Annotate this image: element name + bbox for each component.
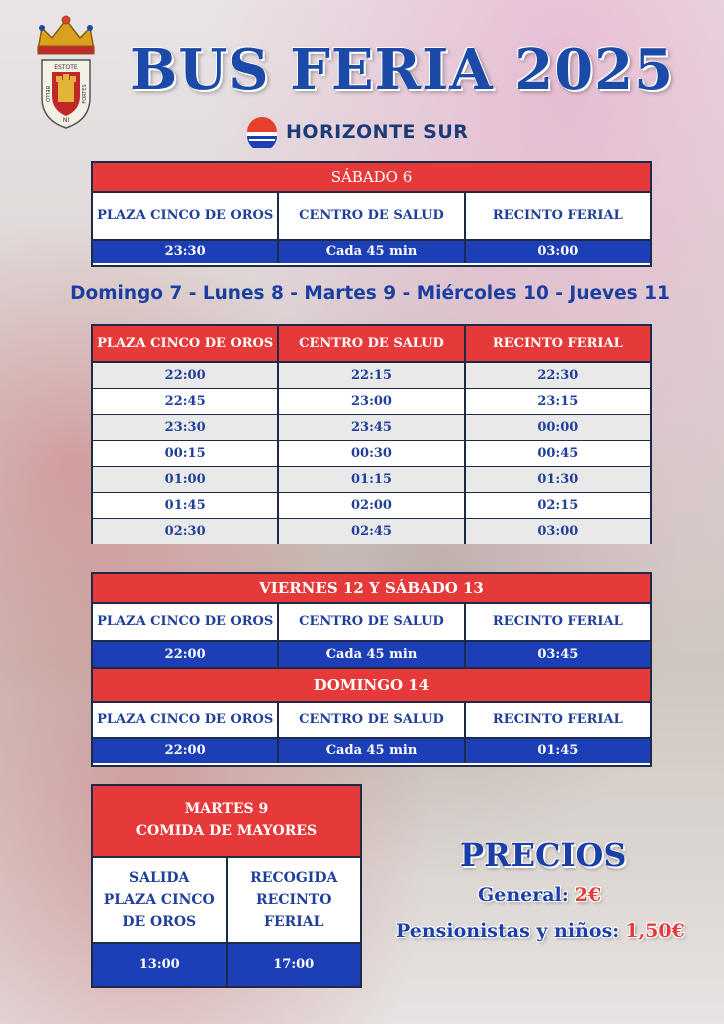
frequency-cell: Cada 45 min bbox=[279, 739, 465, 763]
brand-name: HORIZONTE SUR bbox=[286, 121, 469, 143]
time-cell: 03:45 bbox=[466, 642, 650, 667]
schedule-sabado-6 bbox=[91, 161, 652, 267]
table-heading: VIERNES 12 Y SÁBADO 13 bbox=[93, 574, 650, 604]
time-cell: 01:00 bbox=[93, 467, 279, 493]
time-cell: 13:00 bbox=[93, 944, 228, 986]
crest-text-bottom: NI bbox=[62, 117, 70, 124]
table-row bbox=[93, 467, 650, 493]
table-row bbox=[93, 363, 650, 389]
horizon-sun-icon bbox=[246, 116, 278, 148]
table-heading bbox=[93, 786, 360, 858]
time-cell: 01:15 bbox=[279, 467, 465, 493]
stop-centro-de-salud: CENTRO DE SALUD bbox=[279, 193, 465, 239]
time-cell: 23:30 bbox=[93, 241, 279, 263]
table-row bbox=[93, 389, 650, 415]
column-header: RECINTO FERIAL bbox=[466, 326, 650, 363]
mayores-salida bbox=[93, 858, 228, 942]
schedule-comida-mayores bbox=[91, 784, 362, 988]
frequency-cell: Cada 45 min bbox=[279, 241, 465, 263]
time-cell: 02:15 bbox=[466, 493, 650, 519]
prices-title: PRECIOS bbox=[460, 836, 627, 874]
time-cell: 23:00 bbox=[279, 389, 465, 415]
price-reduced-label: Pensionistas y niños: bbox=[396, 920, 620, 942]
table-row bbox=[93, 441, 650, 467]
stop-plaza-cinco-de-oros: PLAZA CINCO DE OROS bbox=[93, 703, 279, 737]
time-cell: 23:30 bbox=[93, 415, 279, 441]
price-general bbox=[478, 884, 601, 906]
time-cell: 22:00 bbox=[93, 739, 279, 763]
stop-label-line: FERIAL bbox=[264, 914, 324, 930]
table-row bbox=[93, 493, 650, 519]
table-row bbox=[93, 519, 650, 544]
time-cell: 02:30 bbox=[93, 519, 279, 544]
stop-recinto-ferial: RECINTO FERIAL bbox=[466, 703, 650, 737]
time-cell: 00:00 bbox=[466, 415, 650, 441]
stop-centro-de-salud: CENTRO DE SALUD bbox=[279, 703, 465, 737]
time-cell: 00:45 bbox=[466, 441, 650, 467]
coat-of-arms-logo bbox=[30, 12, 102, 132]
time-cell: 22:00 bbox=[93, 642, 279, 667]
time-cell: 03:00 bbox=[466, 519, 650, 544]
time-cell: 22:45 bbox=[93, 389, 279, 415]
table-heading: DOMINGO 14 bbox=[93, 669, 650, 703]
mayores-heading-line2: COMIDA DE MAYORES bbox=[135, 823, 318, 839]
stop-plaza-cinco-de-oros: PLAZA CINCO DE OROS bbox=[93, 193, 279, 239]
price-general-label: General: bbox=[478, 884, 569, 906]
stop-label-line: RECOGIDA bbox=[250, 870, 338, 886]
table-row bbox=[93, 415, 650, 441]
column-header: PLAZA CINCO DE OROS bbox=[93, 326, 279, 363]
time-cell: 22:00 bbox=[93, 363, 279, 389]
schedule-weekdays bbox=[91, 324, 652, 544]
time-cell: 01:30 bbox=[466, 467, 650, 493]
time-cell: 01:45 bbox=[93, 493, 279, 519]
weekdays-heading: Domingo 7 - Lunes 8 - Martes 9 - Miércoles 10 - Jueves 11 bbox=[70, 283, 670, 304]
time-cell: 17:00 bbox=[228, 944, 361, 986]
mayores-recogida bbox=[228, 858, 361, 942]
stop-label-line: RECINTO bbox=[256, 892, 332, 908]
stop-label-line: PLAZA CINCO bbox=[103, 892, 215, 908]
time-cell: 23:15 bbox=[466, 389, 650, 415]
frequency-cell: Cada 45 min bbox=[279, 642, 465, 667]
price-reduced bbox=[396, 920, 685, 942]
stop-plaza-cinco-de-oros: PLAZA CINCO DE OROS bbox=[93, 604, 279, 640]
column-header: CENTRO DE SALUD bbox=[279, 326, 465, 363]
time-cell: 22:15 bbox=[279, 363, 465, 389]
stop-label-line: DE OROS bbox=[122, 914, 197, 930]
time-cell: 23:45 bbox=[279, 415, 465, 441]
stop-centro-de-salud: CENTRO DE SALUD bbox=[279, 604, 465, 640]
price-reduced-value: 1,50€ bbox=[625, 920, 685, 942]
time-cell: 02:00 bbox=[279, 493, 465, 519]
time-cell: 00:15 bbox=[93, 441, 279, 467]
brand-logo bbox=[246, 114, 496, 150]
page-title: BUS FERIA 2025 bbox=[130, 37, 675, 103]
mayores-heading-line1: MARTES 9 bbox=[184, 801, 269, 817]
crest-text-top: ESTOTE bbox=[54, 64, 78, 71]
table-heading: SÁBADO 6 bbox=[93, 163, 650, 193]
schedule-weekend bbox=[91, 572, 652, 767]
crest-text-left: BELLO bbox=[44, 86, 50, 102]
crest-text-right: FORTES bbox=[82, 84, 88, 104]
stop-label-line: SALIDA bbox=[129, 870, 190, 886]
price-general-value: 2€ bbox=[574, 884, 602, 906]
time-cell: 00:30 bbox=[279, 441, 465, 467]
time-cell: 03:00 bbox=[466, 241, 650, 263]
time-cell: 01:45 bbox=[466, 739, 650, 763]
stop-recinto-ferial: RECINTO FERIAL bbox=[466, 193, 650, 239]
time-cell: 02:45 bbox=[279, 519, 465, 544]
time-cell: 22:30 bbox=[466, 363, 650, 389]
stop-recinto-ferial: RECINTO FERIAL bbox=[466, 604, 650, 640]
